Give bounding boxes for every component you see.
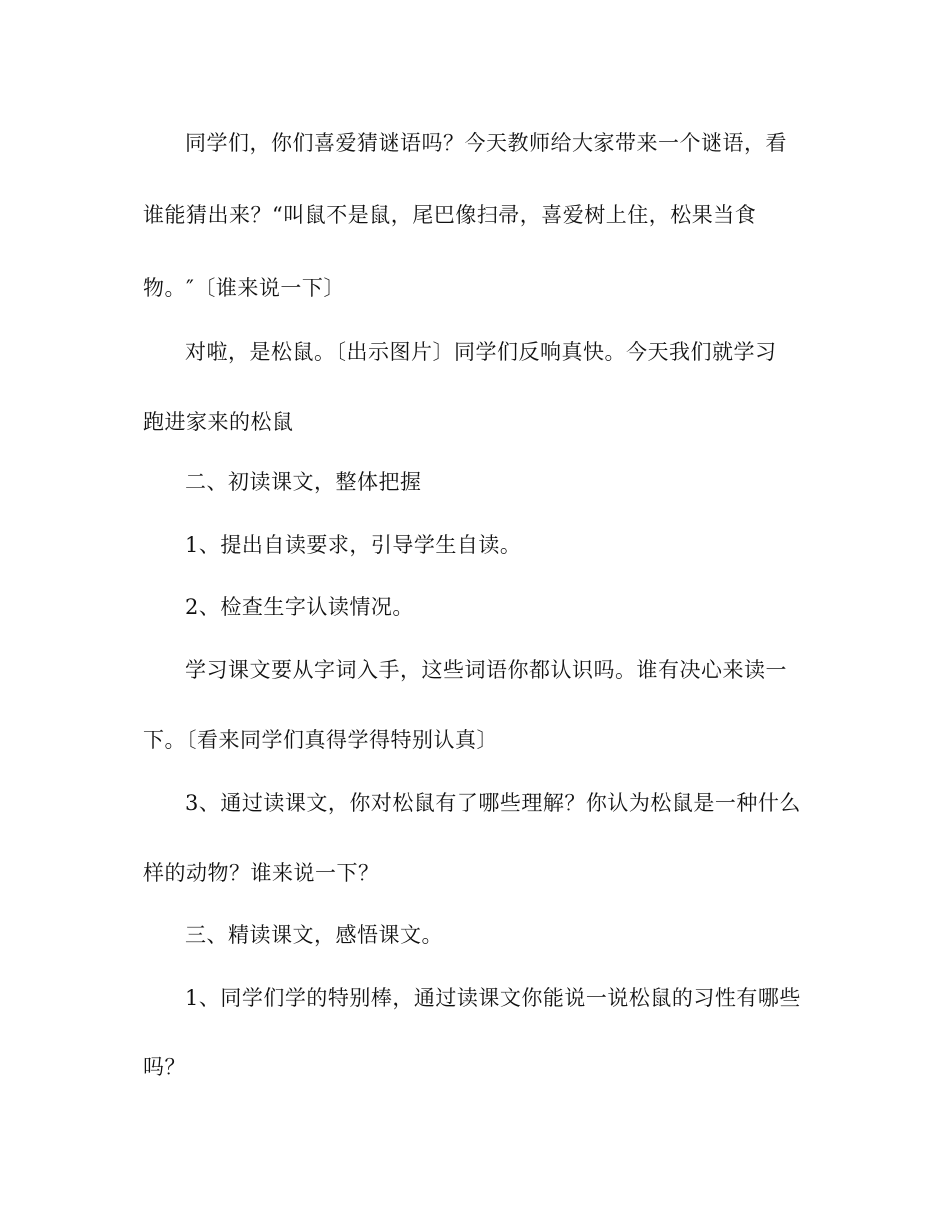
section-heading-first-reading: 二、初读课文，整体把握 — [185, 470, 422, 494]
text-line-riddle: 谁能猜出来？“叫鼠不是鼠，尾巴像扫帚，喜爱树上住，松果当食 — [143, 203, 757, 227]
text-line-riddle-end: 物。″〔谁来说一下〕 — [143, 276, 345, 300]
text-line-vocabulary: 学习课文要从字词入手，这些词语你都认识吗。谁有决心来读一 — [185, 658, 787, 682]
section-heading-close-reading: 三、精读课文，感悟课文。 — [185, 923, 443, 947]
text-line-habits: 1、同学们学的特别棒，通过读课文你能说一说松鼠的习性有哪些 — [185, 986, 801, 1010]
text-line-answer: 对啦，是松鼠。〔出示图片〕同学们反响真快。今天我们就学习 — [185, 340, 777, 364]
text-line-step-3-end: 样的动物？谁来说一下？ — [143, 861, 380, 885]
text-line-step-2: 2、检查生字认读情况。 — [185, 595, 414, 619]
text-line-step-1: 1、提出自读要求，引导学生自读。 — [185, 533, 522, 557]
text-line-step-3: 3、通过读课文，你对松鼠有了哪些理解？你认为松鼠是一种什么 — [185, 791, 801, 815]
text-line-riddle-intro: 同学们，你们喜爱猜谜语吗？今天教师给大家带来一个谜语，看 — [185, 131, 787, 155]
text-line-habits-end: 吗？ — [143, 1055, 186, 1079]
text-line-vocabulary-end: 下。〔看来同学们真得学得特别认真〕 — [143, 728, 498, 752]
text-line-lesson-title: 跑进家来的松鼠 — [143, 410, 294, 434]
